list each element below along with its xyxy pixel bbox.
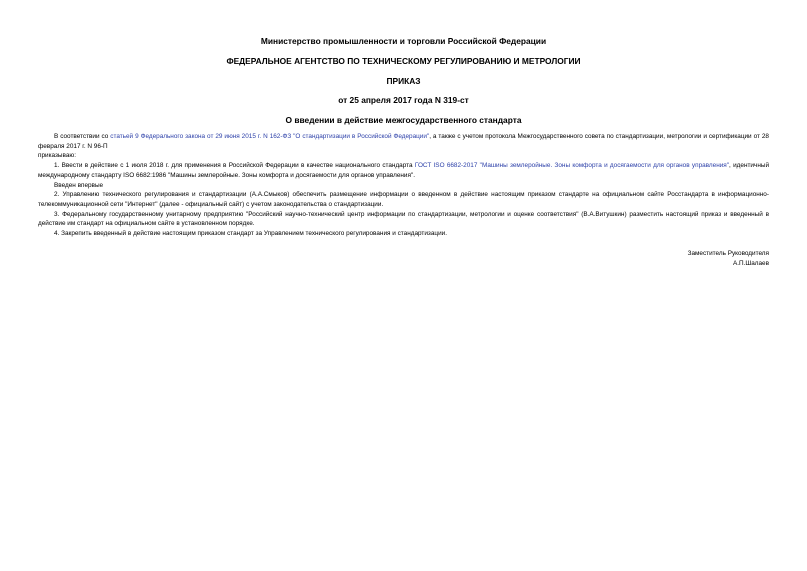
preamble-paragraph	[38, 132, 769, 151]
item-1-text-start: 1. Ввести в действие с 1 июля 2018 г. для применения в Российской Федерации в качестве национального стандарта	[54, 162, 415, 170]
item-4-paragraph: 4. Закрепить введенный в действие настоящим приказом стандарт за Управлением технического регулирования и стандартизации.	[54, 230, 447, 238]
introduced-first-note: Введен впервые	[54, 181, 104, 189]
item-3-paragraph: 3. Федеральному государственному унитарному предприятию "Российский научно-технический центр информации по стандартизации, метрологии и оценке соответствия" (В.А.Витушкин) разместить настоящий приказ и введенный в действие им стандарт на официальном сайте в установленном порядке.	[38, 210, 769, 228]
order-heading: ПРИКАЗ	[386, 76, 421, 86]
standard-link[interactable]: ГОСТ ISO 6682-2017 "Машины землеройные. Зоны комфорта и досягаемости для органов управления"	[414, 162, 730, 170]
preamble-text-start: В соответствии со	[54, 133, 111, 140]
item-1-text-end: , идентичный международному стандарту ISO 6682:1986 "Машины землеройные. Зоны комфорта и досягаемости для органов управления".	[38, 162, 770, 179]
order-date: от 25 апреля 2017 года N 319-ст	[338, 95, 469, 105]
orders-word: приказываю:	[38, 152, 76, 160]
signature-block	[688, 249, 769, 268]
preamble-text-end: , а также с учетом протокола Межгосударственного совета по стандартизации, метрологии и сертификации от 28 февраля 2017 г. N 96-П	[38, 133, 769, 150]
signatory-position: Заместитель Руководителя	[687, 250, 769, 257]
agency-heading: ФЕДЕРАЛЬНОЕ АГЕНТСТВО ПО ТЕХНИЧЕСКОМУ РЕГУЛИРОВАНИЮ И МЕТРОЛОГИИ	[226, 56, 581, 66]
signatory-name: А.П.Шалаев	[732, 259, 769, 267]
item-2-paragraph: 2. Управлению технического регулирования и стандартизации (А.А.Смыков) обеспечить размещение информации о введенном в действие настоящим приказом стандарте на официальном сайте Росстандарта в информационно-телекоммуникационной сети "Интернет" (далее - официальный сайт) с учетом законодательства о стандартизации.	[38, 191, 769, 208]
ministry-heading: Министерство промышленности и торговли Российской Федерации	[260, 36, 547, 46]
order-body	[38, 132, 769, 239]
order-title: О введении в действие межгосударственного стандарта	[285, 115, 522, 125]
item-1-paragraph	[38, 161, 769, 180]
law-link[interactable]: статьей 9 Федерального закона от 29 июня 2015 г. N 162-ФЗ "О стандартизации в Российской Федерации"	[110, 133, 430, 140]
